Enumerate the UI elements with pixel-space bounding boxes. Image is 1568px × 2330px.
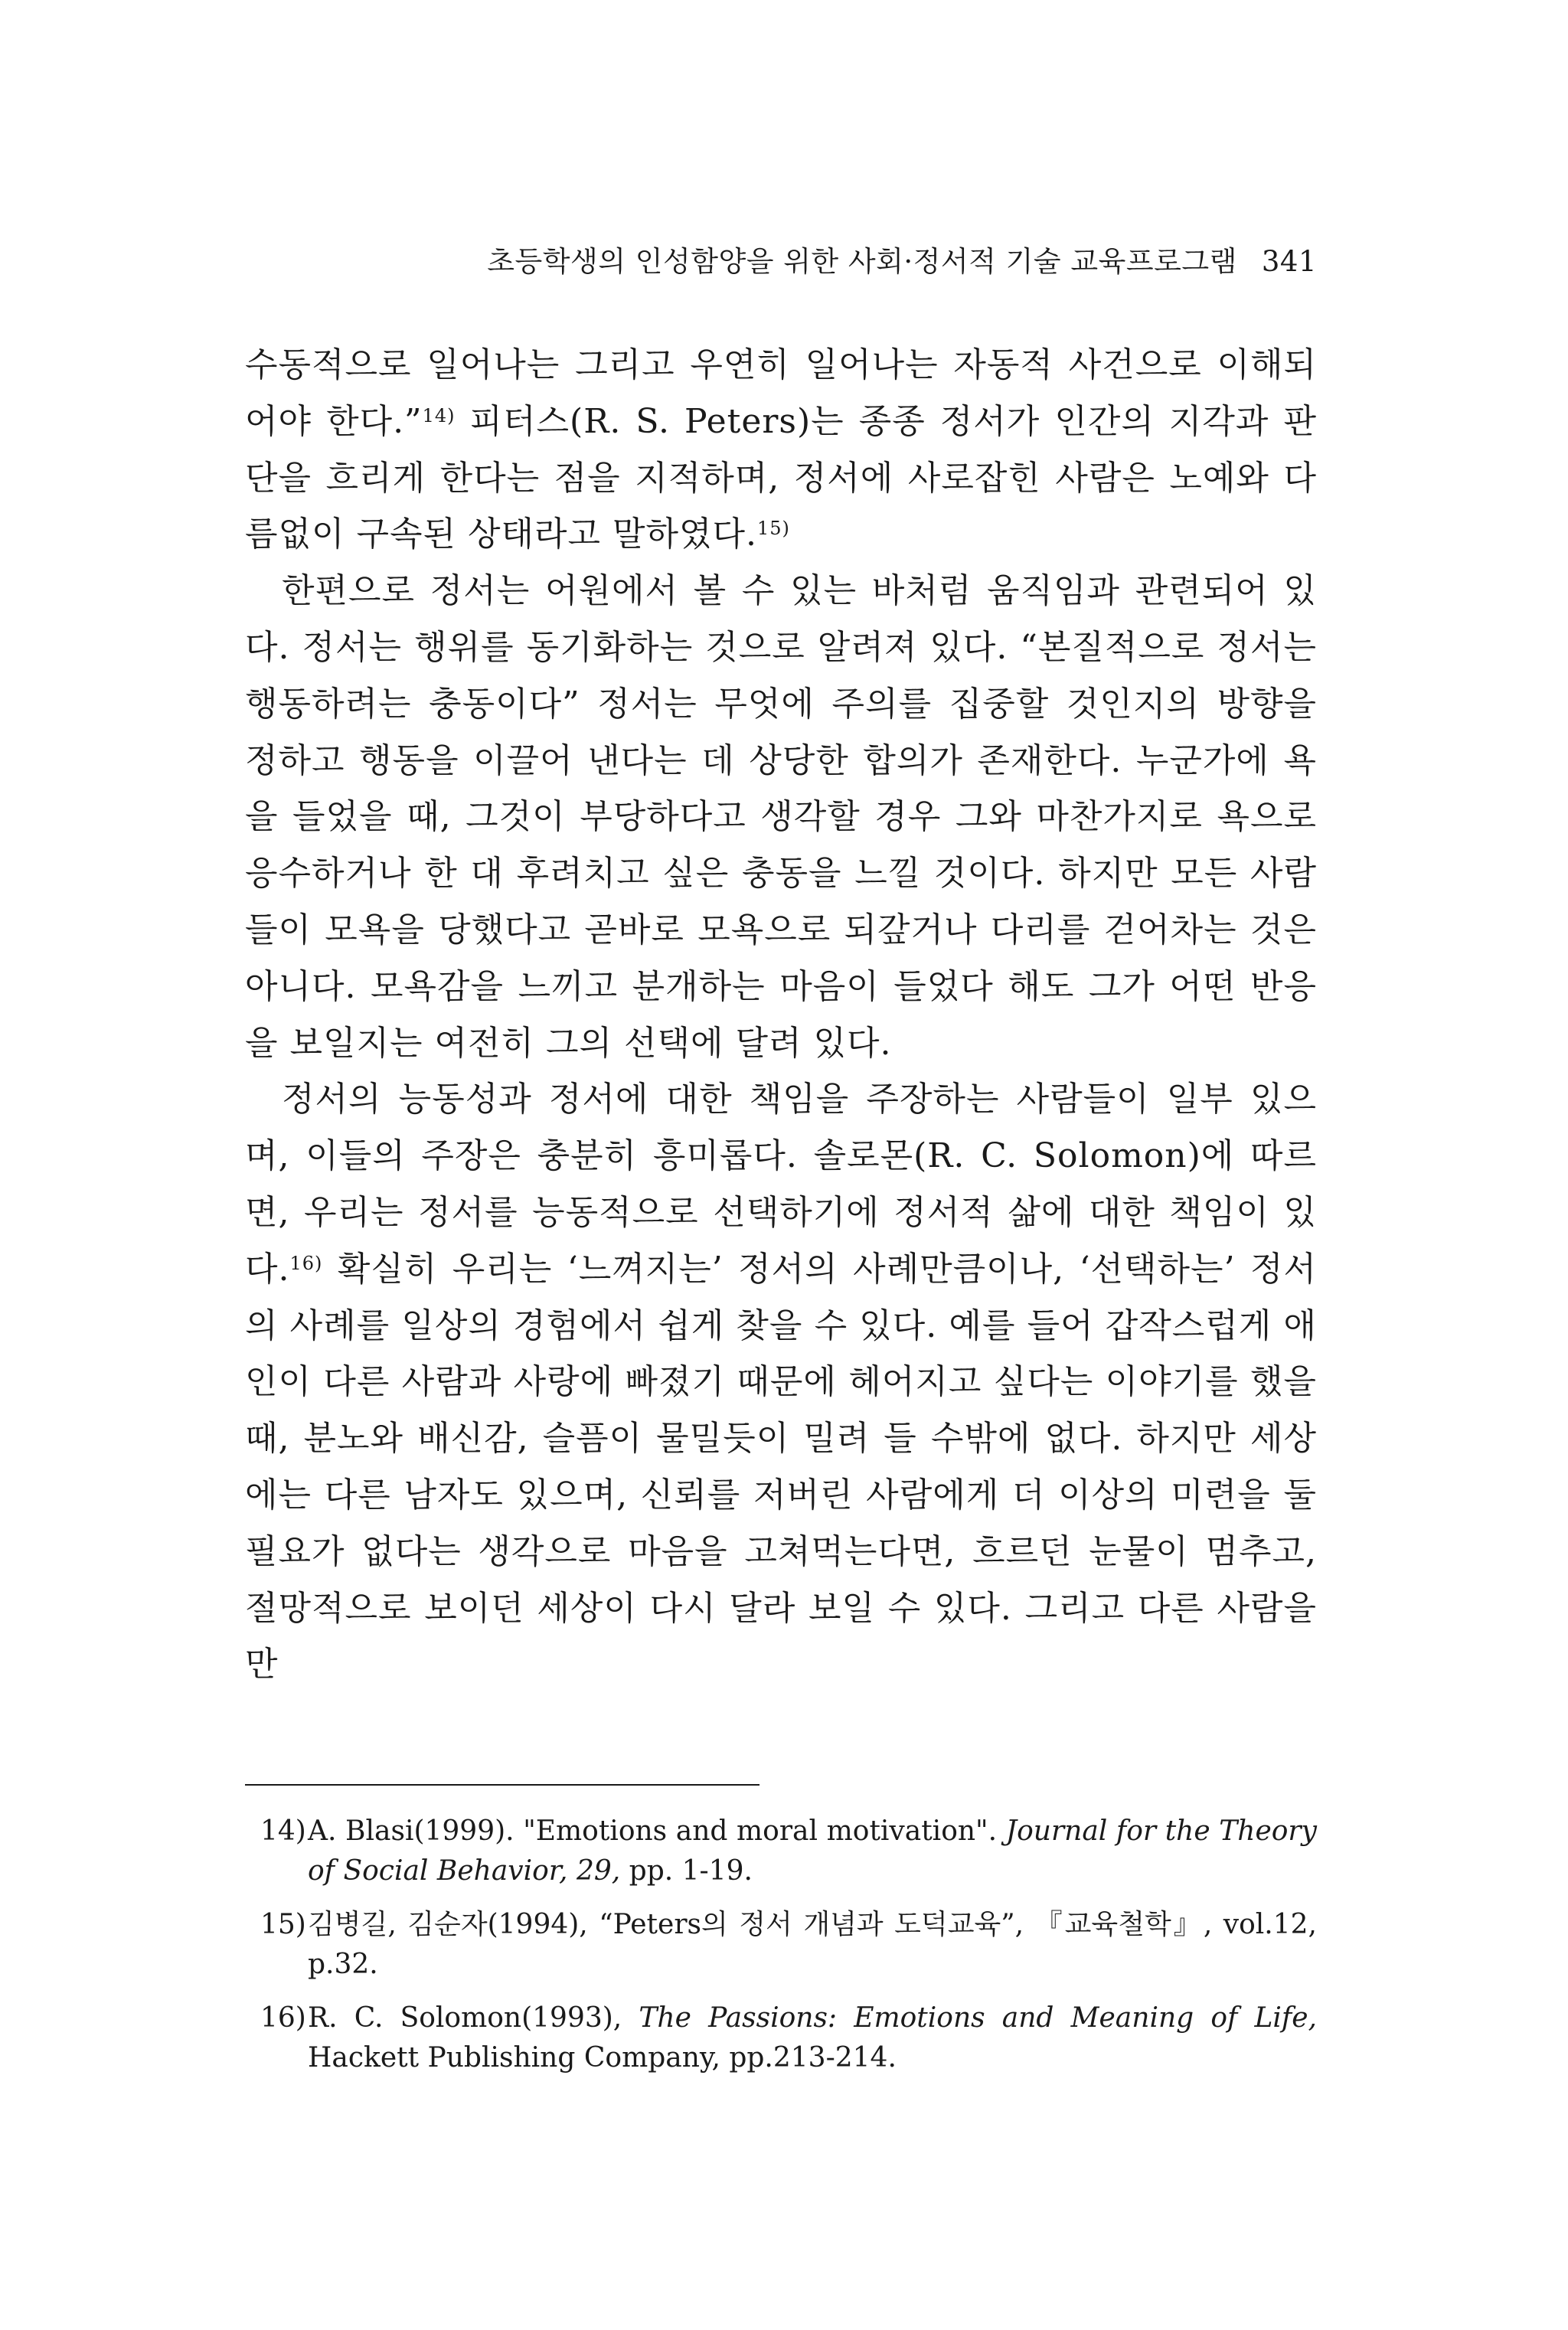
- footnote-text: [308, 2002, 1317, 2073]
- footnote-citation: A. Blasi(1999). "Emotions and moral motivation".: [308, 1815, 1006, 1847]
- page-number: 341: [1261, 245, 1317, 278]
- footnote-source-title: Journal for the Theory of Social Behavior, 29,: [308, 1815, 1317, 1887]
- paragraph-text: 피터스(R. S. Peters)는 종종 정서가 인간의 지각과 판단을 흐리게 한다는 점을 지적하며, 정서에 사로잡힌 사람은 노예와 다름없이 구속된 상태라고 말하였다.: [245, 401, 1318, 554]
- footnote-ref: 15): [757, 518, 790, 540]
- footnote-number: 15): [260, 1909, 306, 1940]
- footnote-pages: pp. 1-19.: [620, 1855, 753, 1887]
- header-title: 초등학생의 인성함양을 위한 사회·정서적 기술 교육프로그램: [487, 245, 1237, 278]
- paragraph-text: 한편으로 정서는 어원에서 볼 수 있는 바처럼 움직임과 관련되어 있다. 정서는 행위를 동기화하는 것으로 알려져 있다. “본질적으로 정서는 행동하려는 충동이다” 정서는 무엇에 주의를 집중할 것인지의 방향을 정하고 행동을 이끌어 낸다는 데 상당한 합의가 존재한다. 누군가에 욕을 들었을 때, 그것이 부당하다고 생각할 경우 그와 마찬가지로 욕으로 응수하거나 한 대 후려치고 싶은 충동을 느낄 것이다. 하지만 모든 사람들이 모욕을 당했다고 곧바로 모욕으로 되갚거나 다리를 걷어차는 것은 아니다. 모욕감을 느끼고 분개하는 마음이 들었다 해도 그가 어떤 반응을 보일지는 여전히 그의 선택에 달려 있다.: [245, 571, 1317, 1063]
- footnote-text: [308, 1815, 1317, 1887]
- paragraph-text: 확실히 우리는 ‘느껴지는’ 정서의 사례만큼이나, ‘선택하는’ 정서의 사례를 일상의 경험에서 쉽게 찾을 수 있다. 예를 들어 갑작스럽게 애인이 다른 사람과 사랑에 빠졌기 때문에 헤어지고 싶다는 이야기를 했을 때, 분노와 배신감, 슬픔이 물밀듯이 밀려 들 수밖에 없다. 하지만 세상에는 다른 남자도 있으며, 신뢰를 저버린 사람에게 더 이상의 미련을 둘 필요가 없다는 생각으로 마음을 고쳐먹는다면, 흐르던 눈물이 멈추고, 절망적으로 보이던 세상이 다시 달라 보일 수 있다. 그리고 다른 사람을 만: [245, 1249, 1317, 1685]
- footnote-text: [308, 1909, 1317, 1980]
- footnote-source-title: The Passions: Emotions and Meaning of Life,: [639, 2002, 1317, 2034]
- body-text: [245, 337, 1317, 1693]
- paragraph-text: 수동적으로 일어나는 그리고 우연히 일어나는 자동적 사건으로 이해되어야 한다.”: [245, 345, 1317, 441]
- footnote-citation: 김병길, 김순자(1994), “Peters의 정서 개념과 도덕교육”, 『교육철학』, vol.12, p.32.: [308, 1909, 1317, 1980]
- paragraph: [245, 337, 1317, 563]
- paragraph-text: 정서의 능동성과 정서에 대한 책임을 주장하는 사람들이 일부 있으며, 이들의 주장은 충분히 흥미롭다. 솔로몬(R. C. Solomon)에 따르면, 우리는 정서를 능동적으로 선택하기에 정서적 삶에 대한 책임이 있다.: [245, 1080, 1317, 1289]
- footnote-number: 14): [260, 1815, 306, 1847]
- footnote-ref: 14): [422, 404, 456, 426]
- footnote-16: [260, 1998, 1317, 2078]
- footnote-14: [260, 1812, 1317, 1891]
- footnote-divider: [245, 1784, 760, 1786]
- footnote-number: 16): [260, 2002, 306, 2034]
- running-header: [253, 243, 1317, 280]
- footnote-citation: R. C. Solomon(1993),: [308, 2002, 639, 2034]
- footnotes: [260, 1812, 1317, 2092]
- paragraph: [245, 1071, 1317, 1693]
- footnote-ref: 16): [289, 1252, 323, 1274]
- paragraph: [245, 563, 1317, 1071]
- footnote-pages: Hackett Publishing Company, pp.213-214.: [308, 2042, 897, 2073]
- footnote-15: [260, 1905, 1317, 1985]
